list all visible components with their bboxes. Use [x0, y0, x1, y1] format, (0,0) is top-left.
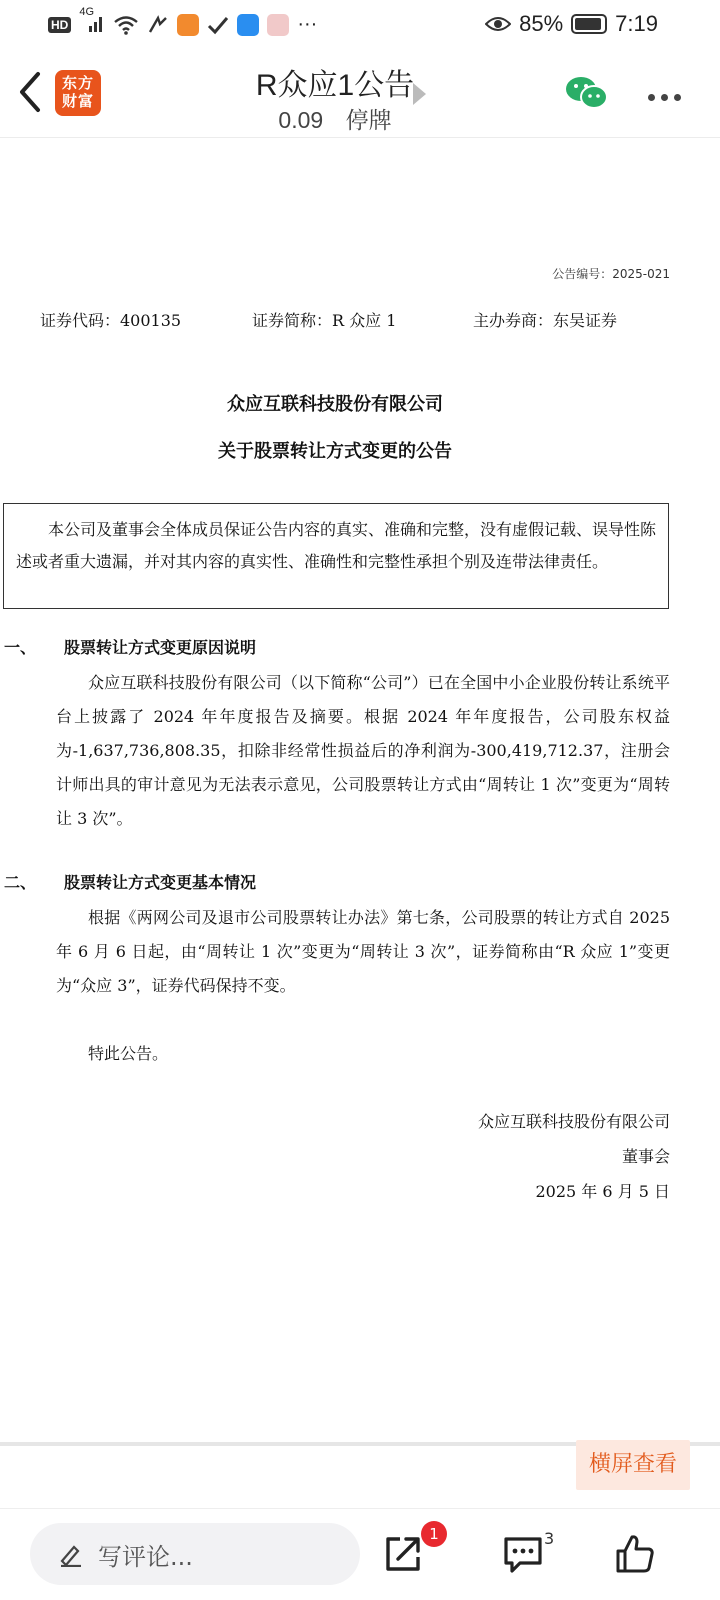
signature-date: 2025 年 6 月 5 日 — [535, 1182, 670, 1201]
more-notifications: ··· — [297, 13, 318, 35]
play-triangle-icon[interactable] — [413, 83, 426, 105]
wechat-share-icon[interactable] — [564, 75, 610, 111]
page-title: R众应1公告 — [255, 69, 415, 102]
app-logo[interactable]: 东方财富 — [55, 70, 101, 116]
share-icon[interactable] — [380, 1531, 426, 1577]
section-body-2: 根据《两网公司及退市公司股票转让办法》第七条，公司股票的转让方式自 2025 年 6 月 6 日起，由“周转让 1 次”变更为“周转让 3 次”，证券简称由“R 众应 1”变更为“众应 3”，证券代码保持不变。 — [56, 908, 670, 995]
hd-indicator: HD — [48, 17, 71, 33]
closing-text: 特此公告。 — [88, 1044, 169, 1063]
section-heading-1: 一、 股票转让方式变更原因说明 — [4, 638, 257, 657]
clock: 7:19 — [615, 11, 658, 36]
battery-percent: 85% — [519, 11, 564, 36]
status-bar — [0, 0, 720, 50]
announcement-title: 关于股票转让方式变更的公告 — [218, 441, 452, 462]
security-code: 证券代码：400135 — [40, 311, 182, 330]
trading-status: 停牌 — [345, 107, 392, 133]
eye-icon — [485, 14, 511, 34]
pencil-icon — [58, 1541, 84, 1567]
wifi-icon — [113, 14, 139, 36]
comment-count: 3 — [544, 1529, 555, 1548]
nav-header — [0, 50, 720, 138]
bottom-toolbar — [0, 1508, 720, 1600]
signature-company: 众应互联科技股份有限公司 — [477, 1112, 670, 1131]
like-icon[interactable] — [612, 1531, 658, 1577]
nfc-icon — [147, 14, 169, 36]
comment-icon[interactable] — [500, 1531, 546, 1577]
share-badge: 1 — [421, 1521, 447, 1547]
section-heading-2: 二、 股票转让方式变更基本情况 — [4, 873, 257, 892]
comment-placeholder: 写评论... — [98, 1542, 193, 1571]
store-app-icon — [267, 14, 289, 36]
signal-icon: 4G — [79, 12, 105, 37]
weather-app-icon — [237, 14, 259, 36]
company-name: 众应互联科技股份有限公司 — [227, 394, 443, 415]
check-icon — [207, 14, 229, 36]
broker: 主办券商：东吴证券 — [473, 311, 618, 330]
signature-board: 董事会 — [621, 1147, 670, 1166]
section-body-1: 众应互联科技股份有限公司（以下简称“公司”）已在全国中小企业股份转让系统平台上披露了 2024 年年度报告及摘要。根据 2024 年年度报告，公司股东权益为-1,637,736,808.35，扣除非经常性损益后的净利润为-300,419,712.37，注册会计师出具的审计意见为无法表示意见，公司股票转让方式由“周转让 1 次”变更为“周转让 3 次”。 — [56, 673, 670, 828]
announcement-number: 公告编号：2025-021 — [552, 267, 670, 281]
app-notification-icon — [177, 14, 199, 36]
more-options-icon[interactable] — [648, 88, 688, 100]
security-abbr: 证券简称：R 众应 1 — [252, 311, 397, 330]
comment-input[interactable] — [30, 1523, 360, 1585]
back-icon[interactable] — [12, 68, 48, 116]
landscape-view-button[interactable]: 横屏查看 — [576, 1440, 690, 1490]
stock-price: 0.09 — [278, 107, 324, 133]
stock-quote — [160, 102, 510, 135]
board-statement: 本公司及董事会全体成员保证公告内容的真实、准确和完整，没有虚假记载、误导性陈述或者重大遗漏，并对其内容的真实性、准确性和完整性承担个别及连带法律责任。 — [3, 503, 669, 609]
battery-icon — [571, 14, 607, 34]
